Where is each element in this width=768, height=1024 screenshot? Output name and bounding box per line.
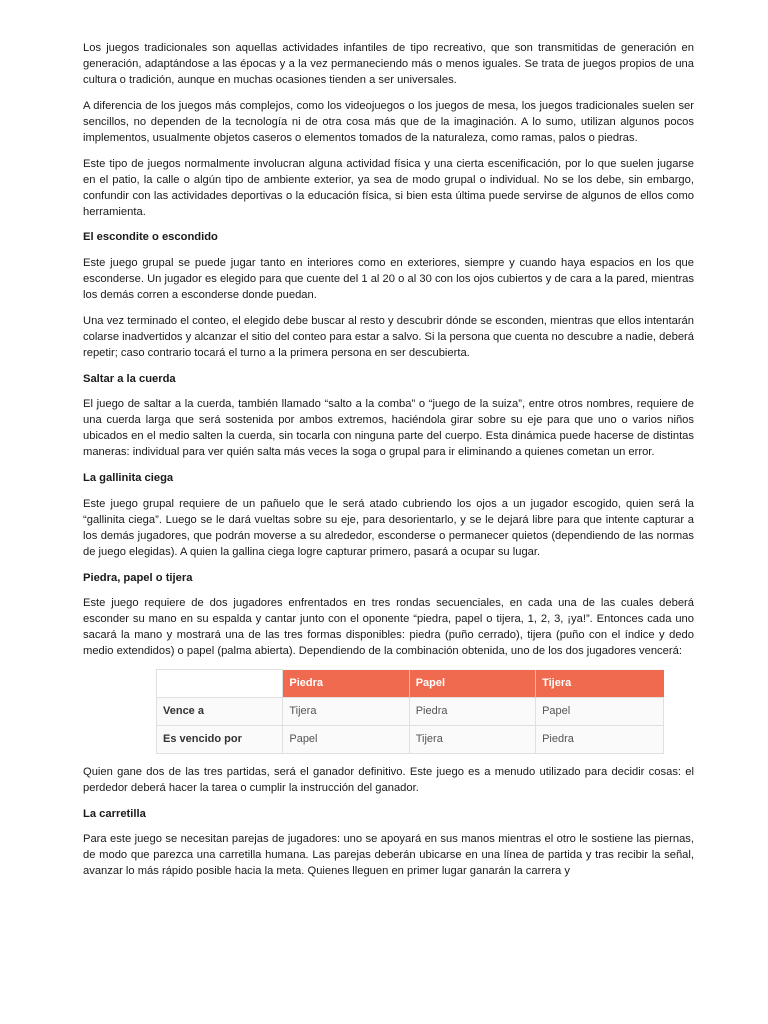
table-header-cell: Papel [409,670,535,698]
table-row-label: Vence a [157,698,283,726]
table-cell: Piedra [536,726,664,754]
table-header-cell [157,670,283,698]
gallinita-paragraph-1: Este juego grupal requiere de un pañuelo que le será atado cubriendo los ojos a un jugador escogido, quien será la “gallinita ciega”. Luego se le dará vueltas sobre su eje, para desorientarlo, y se le dejará libre para que intente capturar a los demás jugadores, que podrán moverse a su alrededor, esconderse o permanecer quietos (dependiendo de las normas de juego elegidas). A quien la gallina ciega logre capturar primero, pasará a ocupar su lugar. [83,497,694,558]
table-row [157,698,664,726]
table-row [157,726,664,754]
cuerda-paragraph-1: El juego de saltar a la cuerda, también llamado “salto a la comba” o “juego de la suiza”, entre otros nombres, requiere de una cuerda larga que será sostenida por ambos extremos, haciéndola girar sobre su eje para que uno o varios niños ubicados en el medio salten la cuerda, sin tocarla con ninguna parte del cuerpo. Esta dinámica puede hacerse de distintas maneras: individual para ver quién salta más veces la soga o grupal para ir eliminando a quienes cometan un error. [83,398,694,459]
table-header-cell: Piedra [283,670,409,698]
escondite-paragraph-1: Este juego grupal se puede jugar tanto en interiores como en exteriores, siempre y cuando haya espacios en los que esconderse. Un jugador es elegido para que cuente del 1 al 20 o al 30 con los ojos cubiertos y de cara a la pared, mientras los demás corren a esconderse donde puedan. [83,257,694,302]
piedra-paragraph-1: Este juego requiere de dos jugadores enfrentados en tres rondas secuenciales, en cada una de las cuales deberá esconder su mano en su espalda y cantar junto con el oponente “piedra, papel o tijera, 1, 2, 3, ¡ya!”. Entonces cada uno sacará la mano y mostrará una de las tres formas disponibles: piedra (puño cerrado), tijera (puño con el índice y dedo medio extendidos) o papel (palma abierta). Dependiendo de la combinación obtenida, uno de los dos jugadores vencerá: [83,597,694,658]
section-title-cuerda: Saltar a la cuerda [83,372,176,385]
document-page [83,40,694,889]
piedra-paragraph-2: Quien gane dos de las tres partidas, será el ganador definitivo. Este juego es a menudo utilizado para decidir cosas: el perdedor deberá hacer la tarea o cumplir la instrucción del ganador. [83,766,694,795]
escondite-paragraph-2: Una vez terminado el conteo, el elegido debe buscar al resto y descubrir dónde se esconden, mientras que ellos intentarán colarse inadvertidos y alcanzar el sitio del conteo para estar a salvo. Si la persona que cuenta no descubre a nadie, deberá repetir; caso contrario tocará el turno a la primera persona en ser descubierta. [83,314,694,359]
intro-paragraph-2: A diferencia de los juegos más complejos, como los videojuegos o los juegos de mesa, los juegos tradicionales suelen ser sencillos, no dependen de la tecnología ni de otra cosa más que de la imaginación. A lo sumo, utilizan algunos pocos implementos, usualmente objetos caseros o elementos tomados de la naturaleza, como ramas, palos o piedras. [83,99,694,144]
table-cell: Papel [283,726,409,754]
table-cell: Papel [536,698,664,726]
intro-paragraph-1: Los juegos tradicionales son aquellas actividades infantiles de tipo recreativo, que son transmitidas de generación en generación, adaptándose a las épocas y a la vez permaneciendo más o menos iguales. Se trata de juegos propios de una cultura o tradición, aunque en muchas ocasiones tienden a ser universales. [83,42,694,87]
table-row-label: Es vencido por [157,726,283,754]
table-header-row [157,670,664,698]
table-cell: Piedra [409,698,535,726]
section-title-piedra: Piedra, papel o tijera [83,571,193,584]
rules-table-wrapper [156,669,664,754]
section-title-gallinita: La gallinita ciega [83,472,174,485]
section-title-carretilla: La carretilla [83,807,146,820]
table-cell: Tijera [409,726,535,754]
carretilla-paragraph-1: Para este juego se necesitan parejas de jugadores: uno se apoyará en sus manos mientras el otro le sostiene las piernas, de modo que parezca una carretilla humana. Las parejas deberán ubicarse en una línea de partida y tras recibir la señal, avanzar lo más rápido posible hacia la meta. Quienes lleguen en primer lugar ganarán la carrera y [83,833,694,878]
table-cell: Tijera [283,698,409,726]
intro-paragraph-3: Este tipo de juegos normalmente involucran alguna actividad física y una cierta escenificación, por lo que suelen jugarse en el patio, la calle o algún tipo de ambiente exterior, ya sea de modo grupal o individual. No se los debe, sin embargo, confundir con las actividades deportivas o la educación física, si bien esta última puede servirse de algunos de ellos como herramienta. [83,157,694,218]
rules-table [156,669,664,754]
section-title-escondite: El escondite o escondido [83,231,218,244]
table-header-cell: Tijera [536,670,664,698]
